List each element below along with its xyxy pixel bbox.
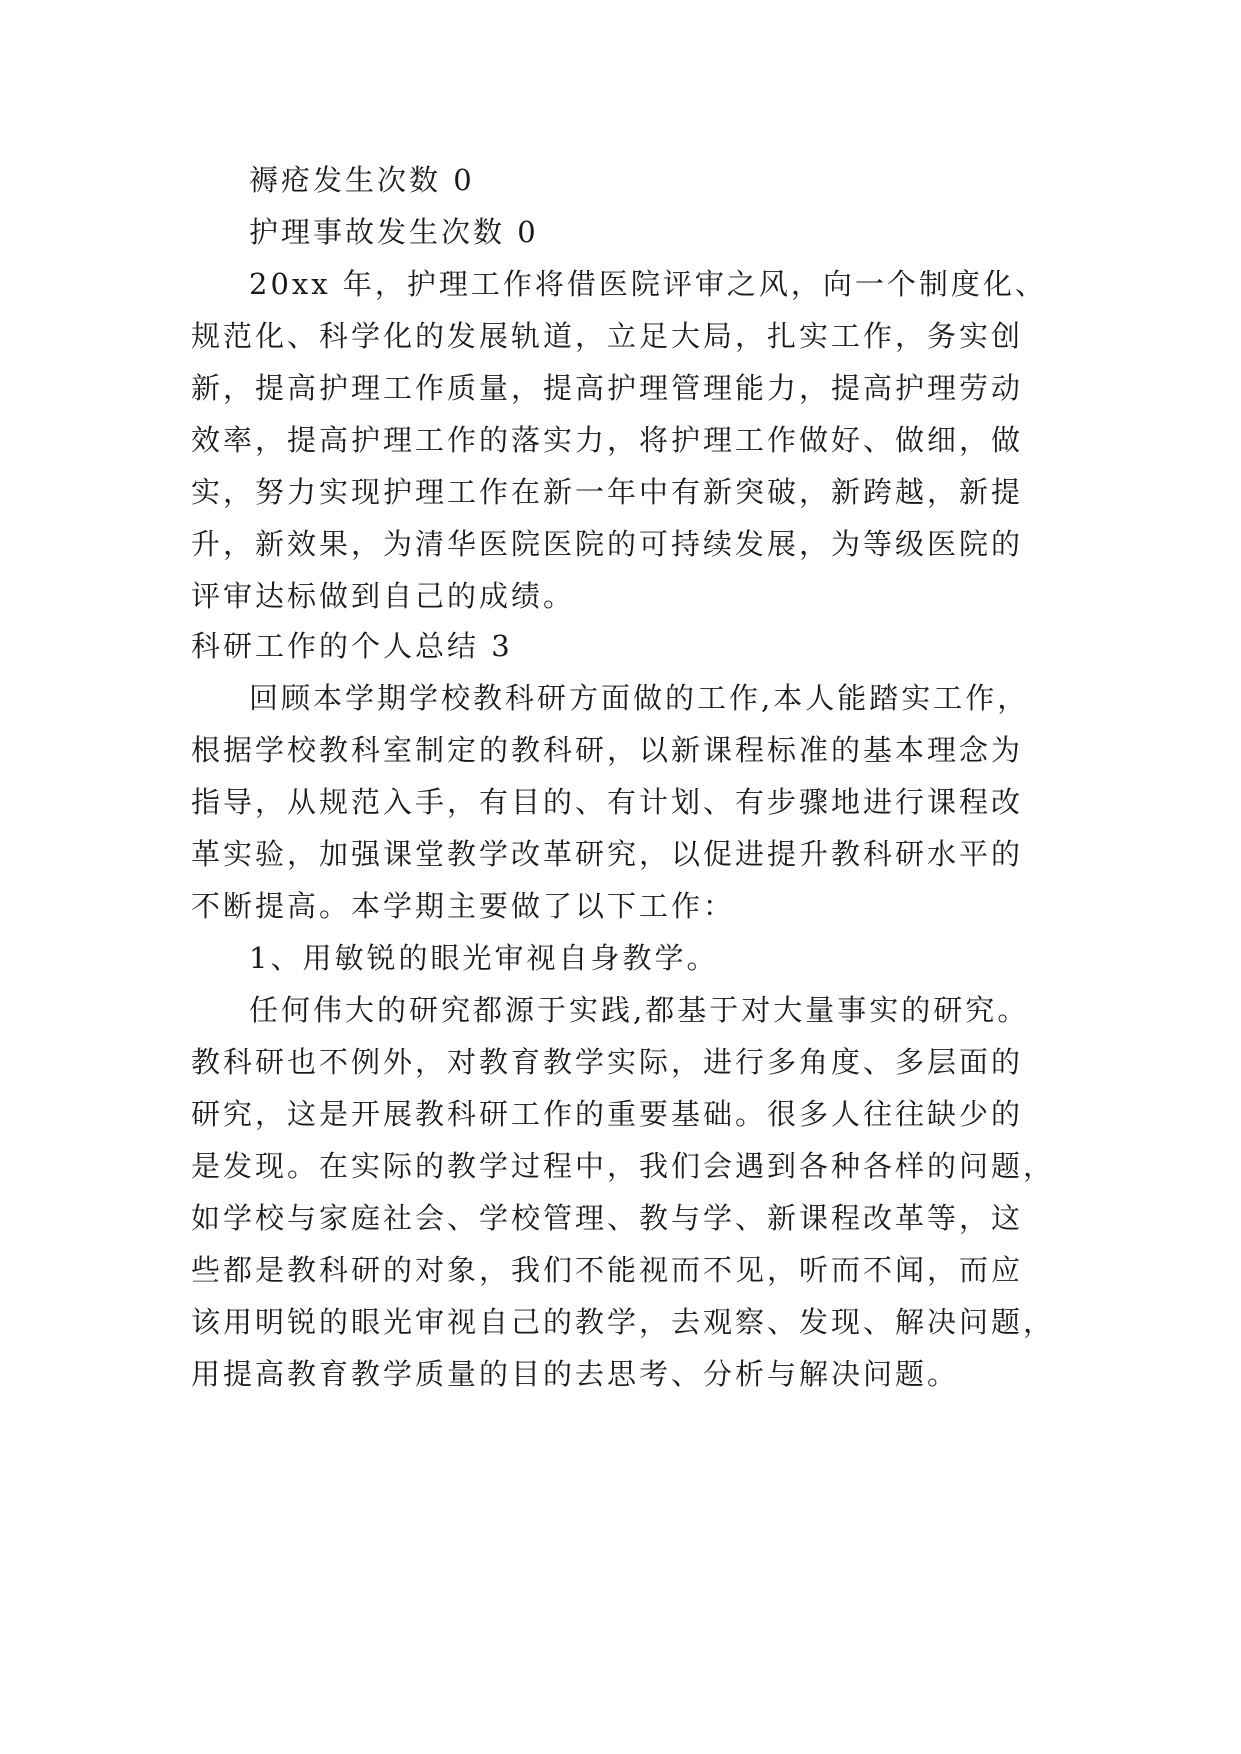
- paragraph-line: 该用明锐的眼光审视自己的教学，去观察、发现、解决问题，: [191, 1305, 1056, 1339]
- list-item-heading: 1、用敏锐的眼光审视自身教学。: [249, 941, 719, 975]
- paragraph-line: 实，努力实现护理工作在新一年中有新突破，新跨越，新提: [191, 475, 1024, 509]
- paragraph-line: 指导，从规范入手，有目的、有计划、有步骤地进行课程改: [191, 785, 1024, 819]
- paragraph-line: 研究，这是开展教科研工作的重要基础。很多人往往缺少的: [191, 1097, 1024, 1131]
- paragraph-line: 用提高教育教学质量的目的去思考、分析与解决问题。: [191, 1357, 960, 1391]
- paragraph-line: 任何伟大的研究都源于实践,都基于对大量事实的研究。: [249, 993, 1030, 1027]
- paragraph-line: 回顾本学期学校教科研方面做的工作,本人能踏实工作，: [249, 681, 1030, 715]
- paragraph-line: 些都是教科研的对象，我们不能视而不见，听而不闻，而应: [191, 1253, 1024, 1287]
- paragraph-line: 是发现。在实际的教学过程中，我们会遇到各种各样的问题，: [191, 1149, 1056, 1183]
- paragraph-line: 效率，提高护理工作的落实力，将护理工作做好、做细，做: [191, 423, 1024, 457]
- paragraph-line: 不断提高。本学期主要做了以下工作：: [191, 889, 736, 923]
- paragraph-line: 升，新效果，为清华医院医院的可持续发展，为等级医院的: [191, 527, 1024, 561]
- paragraph-line: 20xx 年，护理工作将借医院评审之风，向一个制度化、: [249, 267, 1047, 301]
- paragraph-line: 新，提高护理工作质量，提高护理管理能力，提高护理劳动: [191, 371, 1024, 405]
- stat-line-nursing-accident: 护理事故发生次数 0: [249, 215, 539, 249]
- paragraph-line: 根据学校教科室制定的教科研，以新课程标准的基本理念为: [191, 733, 1024, 767]
- section-heading: 科研工作的个人总结 3: [191, 629, 513, 663]
- paragraph-line: 评审达标做到自己的成绩。: [191, 579, 576, 613]
- paragraph-line: 如学校与家庭社会、学校管理、教与学、新课程改革等，这: [191, 1201, 1024, 1235]
- paragraph-line: 革实验，加强课堂教学改革研究，以促进提升教科研水平的: [191, 837, 1024, 871]
- paragraph-line: 规范化、科学化的发展轨道，立足大局，扎实工作，务实创: [191, 319, 1024, 353]
- stat-line-bedsore: 褥疮发生次数 0: [249, 163, 475, 197]
- paragraph-line: 教科研也不例外，对教育教学实际，进行多角度、多层面的: [191, 1045, 1024, 1079]
